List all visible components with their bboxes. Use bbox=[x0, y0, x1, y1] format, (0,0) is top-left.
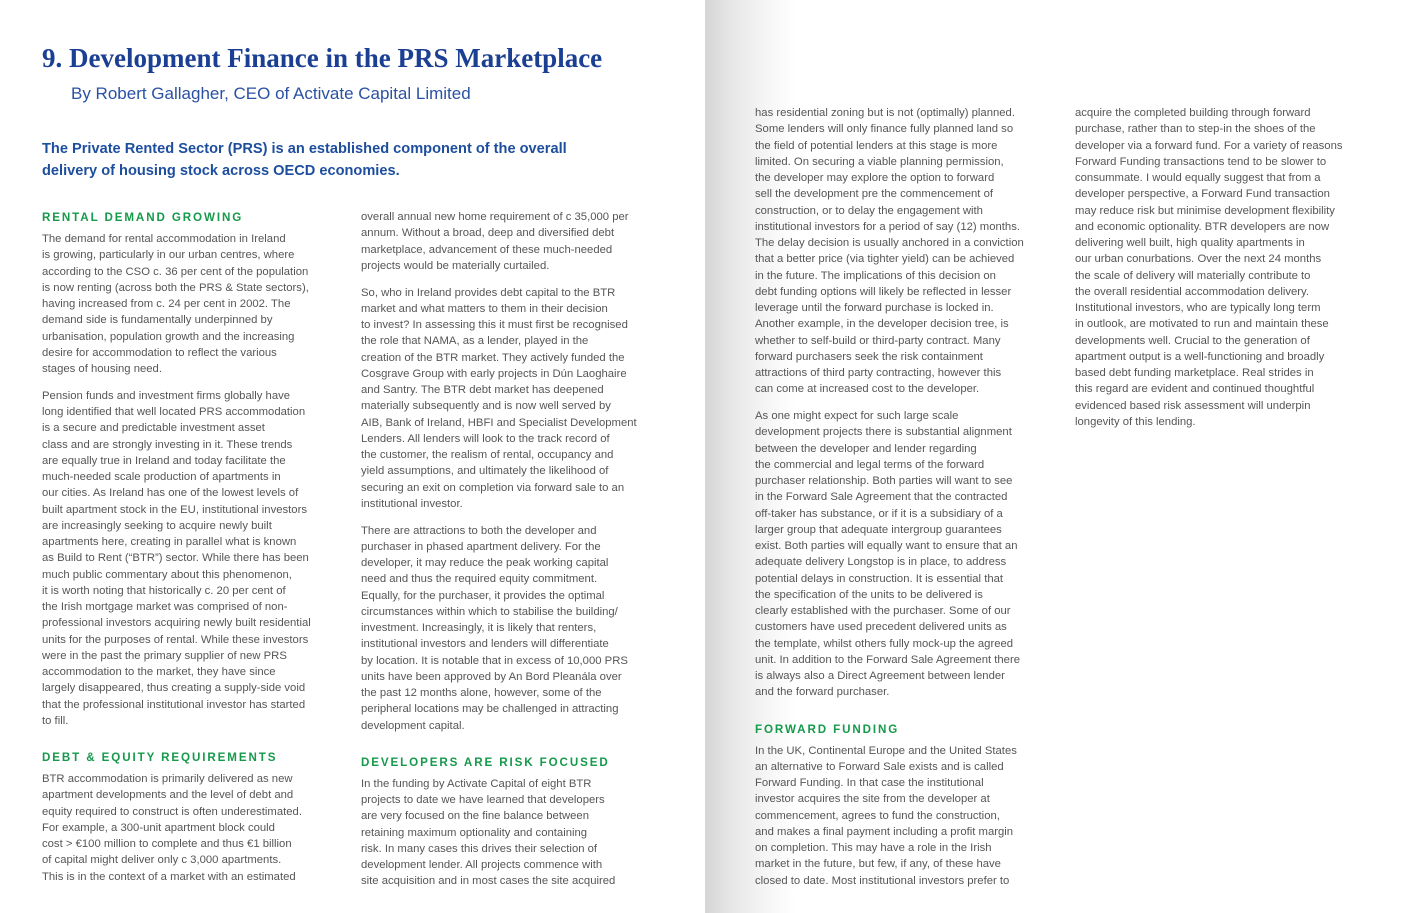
paragraph-line: stages of housing need. bbox=[42, 363, 162, 375]
paragraph-line: units for the purposes of rental. While these investors bbox=[42, 633, 309, 646]
paragraph-line: clearly established with the purchaser. Some of our bbox=[755, 605, 1011, 617]
paragraph-line: largely disappeared, thus creating a supply-side void bbox=[42, 682, 306, 695]
paragraph-line: longevity of this lending. bbox=[1075, 415, 1196, 428]
paragraph-line: In the UK, Continental Europe and the United States bbox=[755, 744, 1017, 757]
paragraph-line: larger group that adequate intergroup guarantees bbox=[755, 523, 1002, 536]
paragraph-line: delivering well built, high quality apartments in bbox=[1075, 237, 1305, 249]
paragraph-line: materially subsequently and is now well served by bbox=[361, 400, 611, 413]
paragraph-line: institutional investors for a period of say (12) months. bbox=[755, 220, 1020, 233]
paragraph-line: For example, a 300-unit apartment block could bbox=[42, 821, 275, 834]
paragraph-line: to fill. bbox=[42, 714, 69, 727]
paragraph-line: securing an exit on completion via forward sale to an bbox=[361, 481, 625, 494]
paragraph-line: off-taker has substance, or if it is a subsidiary of a bbox=[755, 507, 1003, 520]
paragraph-line: is growing, particularly in our urban centres, where bbox=[42, 249, 295, 262]
paragraph-line: In the funding by Activate Capital of eight BTR bbox=[361, 777, 592, 790]
paragraph-line: our urban conurbations. Over the next 24 months bbox=[1075, 253, 1322, 266]
paragraph-line: Another example, in the developer decision tree, is bbox=[755, 318, 1009, 331]
paragraph-line: sell the development pre the commencement of bbox=[755, 188, 993, 201]
paragraph-line: our cities. As Ireland has one of the lowest levels of bbox=[42, 487, 299, 500]
paragraph-line: investment. Increasingly, it is likely that renters, bbox=[361, 622, 597, 634]
paragraph-line: developments well. Crucial to the generation of bbox=[1075, 334, 1310, 347]
paragraph-line: investor acquires the site from the developer at bbox=[755, 793, 990, 806]
paragraph-line: unit. In addition to the Forward Sale Agreement there bbox=[755, 653, 1021, 666]
paragraph-line: the developer may explore the option to forward bbox=[755, 172, 995, 184]
body-paragraph bbox=[755, 408, 1055, 701]
paragraph-line: peripheral locations may be challenged in attracting bbox=[361, 703, 619, 716]
paragraph-line: yield assumptions, and ultimately the likelihood of bbox=[361, 465, 609, 478]
paragraph-line: demand side is fundamentally underpinned by bbox=[42, 314, 273, 327]
paragraph-line: commencement, agrees to fund the construction, bbox=[755, 809, 1000, 822]
paragraph-line: according to the CSO c. 36 per cent of the population bbox=[42, 265, 309, 278]
paragraph-line: developer, it may reduce the peak working capital bbox=[361, 557, 609, 569]
paragraph-line: attractions of third party contracting, however this bbox=[755, 367, 1002, 379]
paragraph-line: of capital might deliver only c 3,000 apartments. bbox=[42, 854, 282, 867]
paragraph-line: creation of the BTR market. They actively funded the bbox=[361, 351, 625, 364]
paragraph-line: to invest? In assessing this it must first be recognised bbox=[361, 319, 628, 331]
paragraph-line: exist. Both parties will equally want to ensure that an bbox=[755, 540, 1018, 552]
article-title: 9. Development Finance in the PRS Marketplace bbox=[42, 43, 603, 73]
paragraph-line: purchase, rather than to step-in the shoes of the bbox=[1075, 123, 1316, 136]
paragraph-line: professional investors acquiring newly built residential bbox=[42, 617, 311, 630]
paragraph-line: on completion. This may have a role in the Irish bbox=[755, 842, 992, 854]
body-paragraph bbox=[361, 209, 661, 274]
paragraph-line: in outlook, are motivated to run and maintain these bbox=[1075, 318, 1329, 331]
paragraph-line: the specification of the units to be delivered is bbox=[755, 588, 983, 601]
paragraph-line: are equally true in Ireland and today facilitate the bbox=[42, 454, 286, 467]
paragraph-line: whether to self-build or third-party contract. Many bbox=[755, 334, 1001, 347]
column-2 bbox=[361, 209, 661, 900]
paragraph-line: purchaser in phased apartment delivery. For the bbox=[361, 540, 601, 553]
paragraph-line: AIB, Bank of Ireland, HBFI and Specialist Development bbox=[361, 416, 637, 429]
paragraph-line: circumstances within which to stabilise the building/ bbox=[361, 605, 618, 618]
paragraph-line: it is worth noting that historically c. 20 per cent of bbox=[42, 584, 286, 597]
paragraph-line: much public commentary about this phenomenon, bbox=[42, 568, 292, 581]
intro-line: delivery of housing stock across OECD economies. bbox=[42, 162, 400, 179]
paragraph-line: retaining maximum optionality and containing bbox=[361, 826, 588, 839]
paragraph-line: units have been approved by An Bord Pleanála over bbox=[361, 670, 622, 683]
paragraph-line: cost > €100 million to complete and thus €1 billion bbox=[42, 838, 292, 850]
paragraph-line: projects would be materially curtailed. bbox=[361, 259, 550, 272]
paragraph-line: marketplace, advancement of these much-needed bbox=[361, 243, 613, 256]
author-byline: By Robert Gallagher, CEO of Activate Capital Limited bbox=[71, 84, 471, 103]
body-paragraph bbox=[755, 743, 1055, 889]
paragraph-line: Equally, for the purchaser, it provides the optimal bbox=[361, 589, 605, 602]
paragraph-line: the past 12 months alone, however, some of the bbox=[361, 687, 602, 699]
paragraph-line: this regard are evident and continued thoughtful bbox=[1075, 383, 1315, 396]
paragraph-line: BTR accommodation is primarily delivered as new bbox=[42, 773, 293, 785]
section-heading: RENTAL DEMAND GROWING bbox=[42, 211, 244, 224]
paragraph-line: accommodation to the market, they have since bbox=[42, 666, 276, 678]
paragraph-line: developer via a forward fund. For a variety of reasons bbox=[1075, 139, 1343, 152]
paragraph-line: potential delays in construction. It is essential that bbox=[755, 572, 1004, 585]
body-paragraph bbox=[361, 523, 661, 734]
paragraph-line: So, who in Ireland provides debt capital to the BTR bbox=[361, 286, 616, 299]
paragraph-line: acquire the completed building through forward bbox=[1075, 107, 1311, 119]
paragraph-line: equity required to construct is often underestimated. bbox=[42, 805, 302, 818]
paragraph-line: consummate. I would equally suggest that from a bbox=[1075, 172, 1321, 184]
paragraph-line: the commercial and legal terms of the forward bbox=[755, 458, 985, 471]
paragraph-line: apartment developments and the level of debt and bbox=[42, 789, 294, 802]
paragraph-line: purchaser relationship. Both parties will want to see bbox=[755, 475, 1013, 487]
column-4 bbox=[1075, 105, 1375, 441]
paragraph-line: are very focused on the fine balance between bbox=[361, 810, 589, 823]
paragraph-line: and economic optionality. BTR developers are now bbox=[1075, 220, 1330, 233]
paragraph-line: the template, whilst others fully mock-up the agreed bbox=[755, 637, 1014, 650]
paragraph-line: has residential zoning but is not (optimally) planned. bbox=[755, 107, 1015, 119]
paragraph-line: apartment output is a well-functioning and broadly bbox=[1075, 350, 1325, 363]
column-1 bbox=[42, 211, 342, 895]
paragraph-line: construction, or to delay the engagement with bbox=[755, 204, 983, 217]
paragraph-line: development projects there is substantial alignment bbox=[755, 426, 1012, 439]
body-paragraph bbox=[1075, 105, 1375, 430]
paragraph-line: that a better price (via tighter yield) can be achieved bbox=[755, 253, 1015, 266]
paragraph-line: between the developer and lender regarding bbox=[755, 442, 977, 455]
paragraph-line: the Irish mortgage market was comprised of non- bbox=[42, 601, 288, 613]
paragraph-line: The demand for rental accommodation in Ireland bbox=[42, 233, 286, 245]
paragraph-line: the field of potential lenders at this stage is more bbox=[755, 139, 998, 152]
paragraph-line: limited. On securing a viable planning permission, bbox=[755, 155, 1004, 168]
column-3 bbox=[755, 105, 1055, 899]
paragraph-line: institutional investor. bbox=[361, 497, 463, 510]
body-paragraph bbox=[755, 105, 1055, 398]
paragraph-line: is now renting (across both the PRS & State sectors), bbox=[42, 281, 309, 294]
paragraph-line: the customer, the realism of rental, occupancy and bbox=[361, 449, 614, 461]
paragraph-line: leverage until the forward purchase is locked in. bbox=[755, 302, 994, 314]
paragraph-line: the scale of delivery will materially contribute to bbox=[1075, 269, 1311, 282]
paragraph-line: and the forward purchaser. bbox=[755, 686, 890, 699]
paragraph-line: an alternative to Forward Sale exists and is called bbox=[755, 760, 1004, 773]
paragraph-line: class and are strongly investing in it. These trends bbox=[42, 438, 293, 451]
paragraph-line: is a secure and predictable investment asset bbox=[42, 422, 265, 435]
intro-standfirst bbox=[42, 139, 567, 182]
paragraph-line: Institutional investors, who are typically long term bbox=[1075, 302, 1321, 314]
paragraph-line: This is in the context of a market with an estimated bbox=[42, 870, 296, 883]
body-paragraph bbox=[361, 285, 661, 513]
paragraph-line: desire for accommodation to reflect the various bbox=[42, 346, 277, 359]
paragraph-line: There are attractions to both the developer and bbox=[361, 524, 597, 537]
paragraph-line: as Build to Rent (“BTR”) sector. While there has been bbox=[42, 552, 309, 565]
paragraph-line: The delay decision is usually anchored in a conviction bbox=[755, 237, 1024, 249]
paragraph-line: adequate delivery Longstop is in place, to address bbox=[755, 556, 1007, 569]
paragraph-line: in the Forward Sale Agreement that the contracted bbox=[755, 491, 1008, 504]
section-heading: FORWARD FUNDING bbox=[755, 722, 900, 736]
paragraph-line: the role that NAMA, as a lender, played in the bbox=[361, 335, 589, 348]
body-paragraph bbox=[42, 771, 342, 885]
paragraph-line: customers have used precedent delivered units as bbox=[755, 621, 1007, 634]
paragraph-line: built apartment stock in the EU, institutional investors bbox=[42, 503, 307, 516]
paragraph-line: based debt funding marketplace. Real strides in bbox=[1075, 367, 1314, 379]
paragraph-line: that the professional institutional investor has started bbox=[42, 698, 306, 711]
paragraph-line: and Santry. The BTR debt market has deepened bbox=[361, 384, 604, 396]
paragraph-line: long identified that well located PRS accommodation bbox=[42, 406, 306, 418]
paragraph-line: debt funding options will likely be reflected in lesser bbox=[755, 285, 1012, 298]
paragraph-line: by location. It is notable that in excess of 10,000 PRS bbox=[361, 654, 628, 667]
paragraph-line: are increasingly seeking to acquire newly built bbox=[42, 519, 272, 532]
paragraph-line: is always also a Direct Agreement between lender bbox=[755, 670, 1005, 682]
body-paragraph bbox=[42, 388, 342, 729]
paragraph-line: may reduce risk but minimise development flexibility bbox=[1075, 204, 1335, 217]
paragraph-line: institutional investors and lenders will differentiate bbox=[361, 638, 609, 651]
paragraph-line: in the future. The implications of this decision on bbox=[755, 269, 996, 282]
paragraph-line: Pension funds and investment firms globally have bbox=[42, 389, 291, 402]
paragraph-line: Some lenders will only finance fully planned land so bbox=[755, 123, 1014, 136]
paragraph-line: market and what matters to them in their decision bbox=[361, 302, 608, 315]
paragraph-line: annum. Without a broad, deep and diversified debt bbox=[361, 227, 615, 240]
section-heading: DEVELOPERS ARE RISK FOCUSED bbox=[361, 755, 610, 769]
paragraph-line: were in the past the primary supplier of new PRS bbox=[42, 649, 287, 662]
paragraph-line: can come at increased cost to the developer. bbox=[755, 383, 980, 396]
paragraph-line: risk. In many cases this drives their selection of bbox=[361, 842, 598, 855]
paragraph-line: closed to date. Most institutional investors prefer to bbox=[755, 874, 1010, 887]
paragraph-line: evidenced based risk assessment will underpin bbox=[1075, 399, 1311, 412]
intro-line: The Private Rented Sector (PRS) is an established component of the overall bbox=[42, 141, 567, 157]
paragraph-line: market in the future, but few, if any, of these have bbox=[755, 858, 1001, 871]
paragraph-line: development lender. All projects commence with bbox=[361, 859, 603, 871]
body-paragraph bbox=[361, 776, 661, 890]
paragraph-line: site acquisition and in most cases the site acquired bbox=[361, 875, 616, 888]
paragraph-line: projects to date we have learned that developers bbox=[361, 794, 605, 806]
right-page bbox=[705, 0, 1409, 913]
paragraph-line: developer perspective, a Forward Fund transaction bbox=[1075, 188, 1330, 201]
paragraph-line: Forward Funding transactions tend to be slower to bbox=[1075, 155, 1327, 168]
section-heading: DEBT & EQUITY REQUIREMENTS bbox=[42, 751, 278, 764]
paragraph-line: the overall residential accommodation delivery. bbox=[1075, 285, 1310, 298]
paragraph-line: having increased from c. 24 per cent in 2002. The bbox=[42, 298, 291, 310]
paragraph-line: forward purchasers seek the risk containment bbox=[755, 350, 983, 363]
paragraph-line: overall annual new home requirement of c 35,000 per bbox=[361, 211, 629, 223]
body-paragraph bbox=[42, 231, 342, 377]
paragraph-line: As one might expect for such large scale bbox=[755, 410, 959, 422]
paragraph-line: Forward Funding. In that case the institutional bbox=[755, 777, 984, 789]
paragraph-line: much-needed scale production of apartments in bbox=[42, 471, 281, 483]
paragraph-line: Cosgrave Group with early projects in Dún Laoghaire bbox=[361, 367, 627, 380]
paragraph-line: urbanisation, population growth and the increasing bbox=[42, 330, 295, 343]
paragraph-line: Lenders. All lenders will look to the track record of bbox=[361, 432, 610, 445]
paragraph-line: and makes a final payment including a profit margin bbox=[755, 825, 1014, 838]
paragraph-line: apartments here, creating in parallel what is known bbox=[42, 536, 297, 548]
paragraph-line: development capital. bbox=[361, 719, 465, 732]
paragraph-line: need and thus the required equity commitment. bbox=[361, 573, 598, 586]
